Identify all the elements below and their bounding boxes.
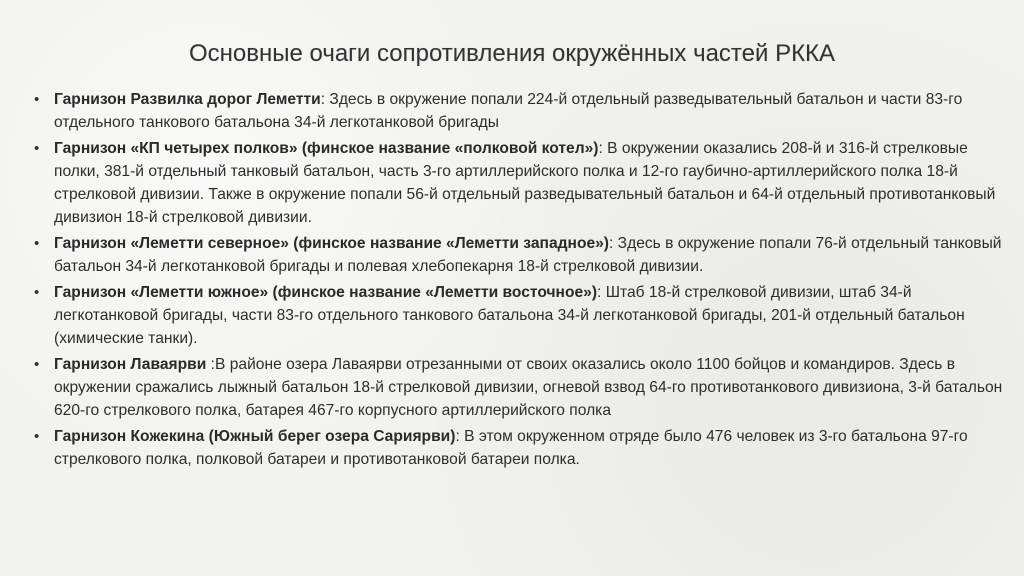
slide-title: Основные очаги сопротивления окружённых частей РККА <box>188 40 836 67</box>
item-text: : В окружении оказались 208-й и 316-й стрелковые полки, 381-й отдельный танковый батальон, часть 3-го артиллерийского полка и 12-го гаубично-артиллерийского полка 18-й стрелковой дивизии. Также в окружение попали 56-й отдельный разведывательный батальон и 64-й отдельный противотанковый дивизион 18-й стрелковой дивизии. <box>54 140 996 226</box>
item-text: : В этом окруженном отряде было 476 человек из 3-го батальона 97-го стрелкового полка, полковой батареи и противотанковой батареи полка. <box>54 428 968 468</box>
list-item <box>32 425 1007 471</box>
item-text: : Штаб 18-й стрелковой дивизии, штаб 34-й легкотанковой бригады, части 83-го отдельного танкового батальона 34-й легкотанковой бригады, 201-й отдельный батальон (химические танки). <box>54 284 965 347</box>
item-heading: Гарнизон «Леметти южное» (финское название «Леметти восточное») <box>54 284 598 301</box>
bullet-icon: • <box>34 91 40 108</box>
list-item <box>32 232 1007 278</box>
bullet-list <box>32 88 1007 474</box>
item-text: : Здесь в окружение попали 76-й отдельный танковый батальон 34-й легкотанковой бригады и полевая хлебопекарня 18-й стрелковой дивизии. <box>54 235 1002 275</box>
bullet-icon: • <box>34 140 40 157</box>
bullet-icon: • <box>34 235 40 252</box>
item-text: :В районе озера Лаваярви отрезанными от своих оказались около 1100 бойцов и командиров. Здесь в окружении сражались лыжный батальон 18-й стрелковой дивизии, огневой взвод 64-го противотанкового дивизиона, 3-й батальон 620-го стрелкового полка, батарея 467-го корпусного артиллерийского полка <box>54 356 1003 419</box>
bullet-icon: • <box>34 428 40 445</box>
item-heading: Гарнизон Лаваярви <box>54 356 207 373</box>
list-item <box>32 88 1007 134</box>
item-heading: Гарнизон Кожекина (Южный берег озера Сариярви) <box>54 428 456 445</box>
item-heading: Гарнизон Развилка дорог Леметти <box>54 91 321 108</box>
bullet-icon: • <box>34 284 40 301</box>
bullet-icon: • <box>34 356 40 373</box>
item-heading: Гарнизон «Леметти северное» (финское название «Леметти западное») <box>54 235 610 252</box>
item-heading: Гарнизон «КП четырех полков» (финское название «полковой котел») <box>54 140 599 157</box>
item-text: : Здесь в окружение попали 224-й отдельный разведывательный батальон и части 83-го отдельного танкового батальона 34-й легкотанковой бригады <box>54 91 963 131</box>
list-item <box>32 353 1007 422</box>
list-item <box>32 281 1007 350</box>
list-item <box>32 137 1007 229</box>
